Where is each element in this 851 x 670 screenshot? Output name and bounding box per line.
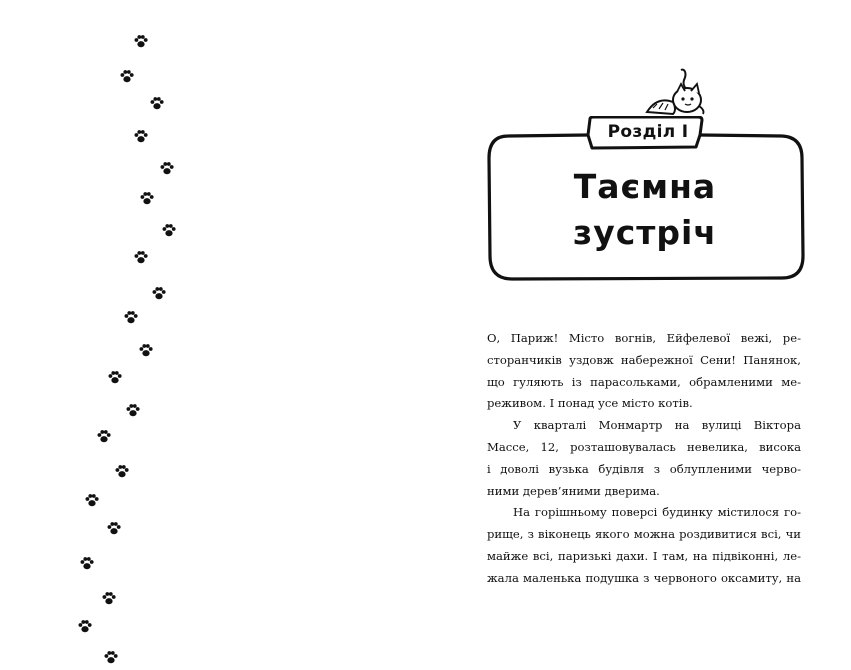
body-line: У кварталі Монмартр на вулиці Віктора [513, 418, 801, 433]
cat-illustration [637, 66, 709, 116]
body-line: що гуляють із парасольками, обрамленими ме- [487, 374, 801, 389]
paw-print-icon [115, 465, 129, 478]
paw-print-icon [126, 404, 140, 417]
paw-print-icon [152, 287, 166, 300]
paw-print-icon [102, 592, 116, 605]
paw-print-icon [134, 130, 148, 143]
paw-print-icon [80, 557, 94, 570]
chapter-title-line-1: Таємна [573, 167, 717, 206]
paw-print-icon [107, 522, 121, 535]
paw-print-icon [85, 494, 99, 507]
chapter-title [520, 164, 770, 256]
body-line: реживом. І понад усе місто котів. [487, 396, 693, 411]
paw-print-icon [78, 620, 92, 633]
paw-print-icon [120, 70, 134, 83]
paw-print-icon [108, 371, 122, 384]
chapter-title-line-2: зустріч [573, 213, 717, 252]
paw-print-icon [134, 35, 148, 48]
body-line: сторанчиків уздовж набережної Сени! Панянок, [487, 352, 801, 367]
paw-print-icon [140, 192, 154, 205]
body-line: майже всі, паризькі дахи. І там, на підвіконні, ле- [487, 548, 801, 563]
paw-print-icon [104, 651, 118, 664]
body-line: О, Париж! Місто вогнів, Ейфелевої вежі, ре- [487, 331, 801, 345]
chapter-label: Розділ I [607, 122, 689, 142]
paw-print-icon [97, 430, 111, 443]
paw-print-icon [139, 344, 153, 357]
chapter-body-text [487, 328, 801, 590]
paw-print-icon [162, 224, 176, 237]
paw-print-icon [160, 162, 174, 175]
paw-print-icon [124, 311, 138, 324]
body-line: і доволі вузька будівля з облупленими черво- [487, 461, 801, 476]
body-line: рище, з віконець якого можна роздивитися всі, чи [487, 527, 801, 542]
body-line: Массе, 12, розташовувалась невелика, висока [487, 439, 801, 454]
body-line: жала маленька подушка з червоного оксамиту, на [487, 570, 801, 585]
body-line: ними дерев’яними дверима. [487, 483, 660, 498]
body-line: На горішньому поверсі будинку містилося го- [513, 505, 801, 520]
paw-print-icon [134, 251, 148, 264]
paw-print-icon [150, 97, 164, 110]
